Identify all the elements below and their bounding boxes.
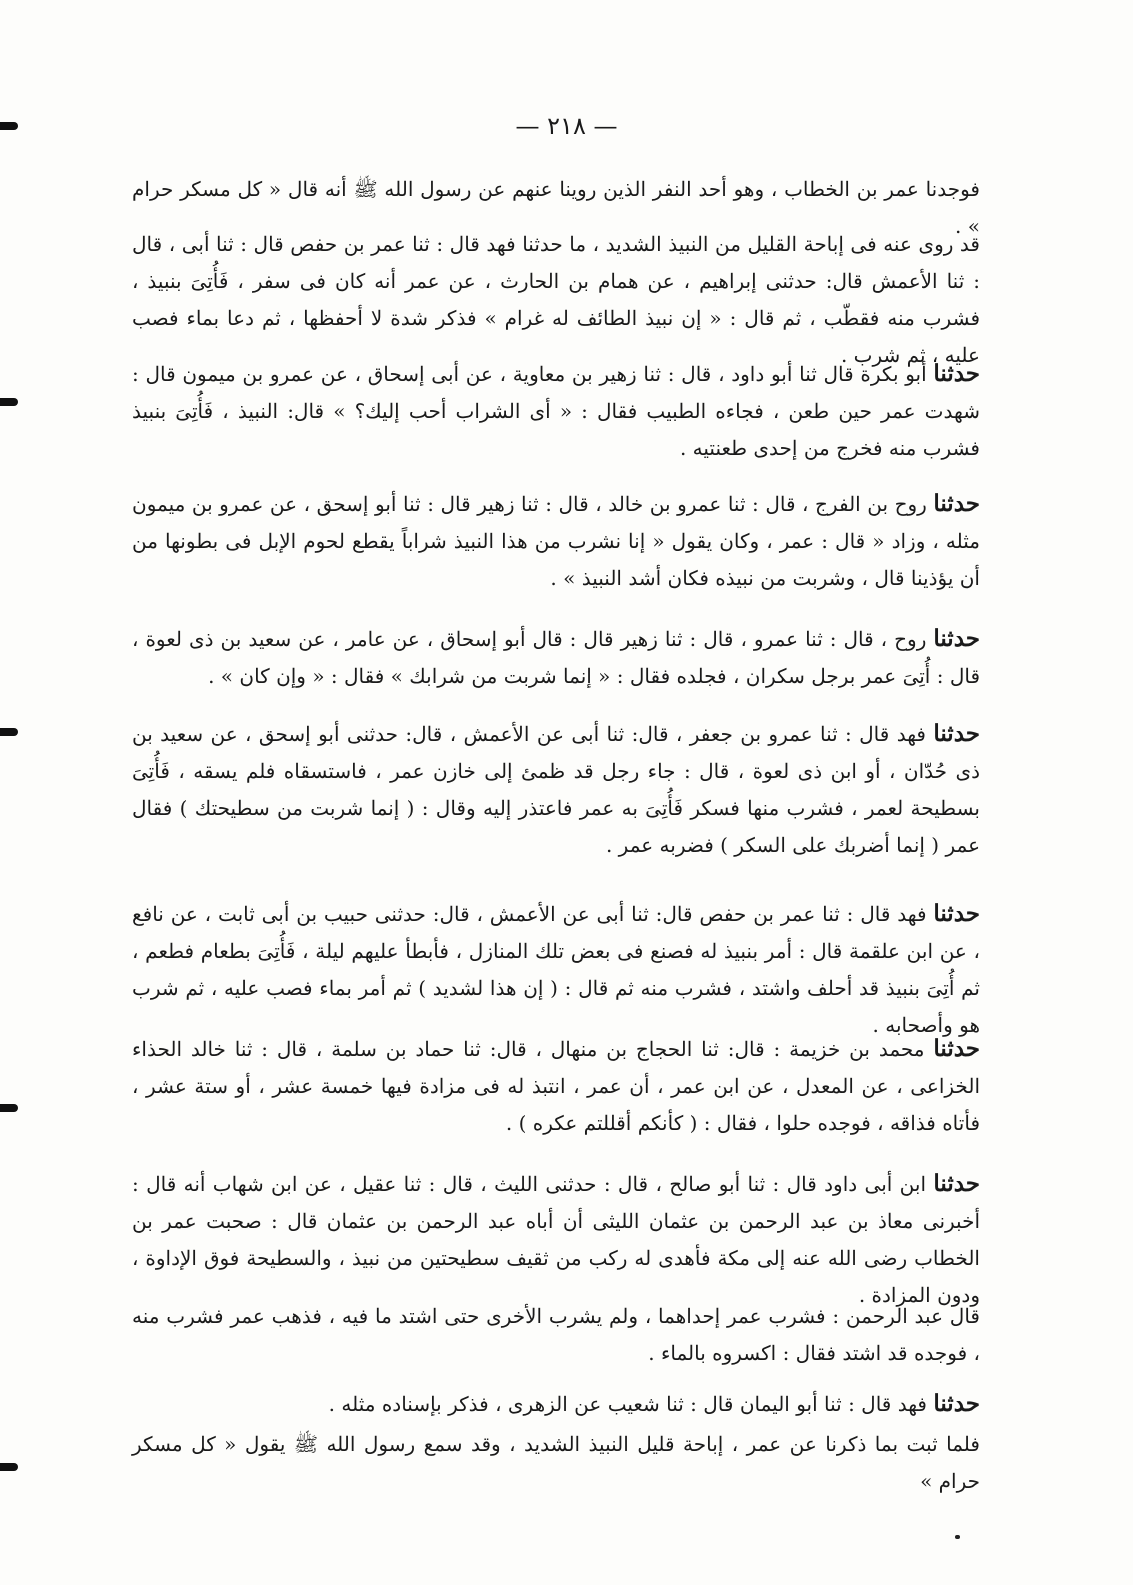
paragraph-text: فلما ثبت بما ذكرنا عن عمر ، إباحة قليل النبيذ الشديد ، وقد سمع رسول الله ﷺ يقول « كل مسكر حرام » xyxy=(132,1432,980,1493)
paragraph-lead: حدثنا xyxy=(933,1035,981,1062)
paragraph xyxy=(132,485,980,597)
paragraph-lead: حدثنا xyxy=(933,720,980,747)
paragraph-text: أبو بكرة قال ثنا أبو داود ، قال : ثنا زهير بن معاوية ، عن أبى إسحاق ، عن عمرو بن ميمون قال : شهدت عمر حين طعن ، فجاءه الطبيب فقال : « أى الشراب أحب إليك؟ » قال: النبيذ ، فَأُتِىَ بنبيذ فشرب منه فخرج من إحدى طعنتيه . xyxy=(132,362,980,460)
paragraph xyxy=(132,355,980,467)
paragraph xyxy=(132,620,980,695)
paragraph-text: فوجدنا عمر بن الخطاب ، وهو أحد النفر الذين روينا عنهم عن رسول الله ﷺ أنه قال « كل مسكر حرام » . xyxy=(132,177,980,238)
paragraph-lead: حدثنا xyxy=(933,1390,980,1417)
binding-mark xyxy=(0,398,18,406)
paragraph xyxy=(132,895,980,1044)
paragraph-text: قد روى عنه فى إباحة القليل من النبيذ الشديد ، ما حدثنا فهد قال : ثنا عمر بن حفص قال : ثنا أبى ، قال : ثنا الأعمش قال: حدثنى إبراهيم ، عن همام بن الحارث ، عن عمر أنه كان فى سفر ، فَأُتِىَ بنبيذ ، فشرب منه فقطّب ، ثم قال : « إن نبيذ الطائف له غرام » فذكر شدة لا أحفظها ، ثم دعا بماء فصب عليه ، ثم شرب . xyxy=(132,232,980,367)
paragraph-text: روح بن الفرج ، قال : ثنا عمرو بن خالد ، قال : ثنا زهير قال : ثنا أبو إسحق ، عن عمرو بن ميمون مثله ، وزاد « قال : عمر ، وكان يقول « إنا نشرب من هذا النبيذ شراباً يقطع لحوم الإبل فى بطونها من أن يؤذينا قال ، وشربت من نبيذه فكان أشد النبيذ » . xyxy=(132,492,980,590)
paragraph-text: ابن أبى داود قال : ثنا أبو صالح ، قال : حدثنى الليث ، قال : ثنا عقيل ، عن ابن شهاب أنه قال : أخبرنى معاذ بن عبد الرحمن بن عثمان الليثى أن أباه عبد الرحمن بن عثمان قال : صحبت عمر بن الخطاب رضى الله عنه إلى مكة فأهدى له ركب من ثقيف سطيحتين من نبيذ ، والسطيحة فوق الإداوة ، ودون المزادة . xyxy=(132,1172,980,1307)
paragraph xyxy=(132,1030,980,1142)
paragraph xyxy=(132,225,980,374)
paragraph-text: قال عبد الرحمن : فشرب عمر إحداهما ، ولم يشرب الأخرى حتى اشتد ما فيه ، فذهب عمر فشرب منه ، فوجده قد اشتد فقال : اكسروه بالماء . xyxy=(132,1304,980,1365)
paragraph-text: روح ، قال : ثنا عمرو ، قال : ثنا زهير قال : قال أبو إسحاق ، عن عامر ، عن سعيد بن ذى لعوة ، قال : أُتِىَ عمر برجل سكران ، فجلده فقال : « إنما شربت من شرابك » فقال : « وإن كان » . xyxy=(132,627,980,688)
paragraph xyxy=(132,1297,980,1372)
paragraph xyxy=(132,715,980,864)
paragraph-text: فهد قال : ثنا عمر بن حفص قال: ثنا أبى عن الأعمش ، قال: حدثنى حبيب بن أبى ثابت ، عن نافع ، عن ابن علقمة قال : أمر بنبيذ له فصنع فى بعض تلك المنازل ، فأبطأ عليهم ليلة ، فَأُتِىَ بطعام فطعم ، ثم أُتِىَ بنبيذ قد أحلف واشتد ، فشرب منه ثم قال : ( إن هذا لشديد ) ثم أمر بماء فصب عليه ، ثم شرب هو وأصحابه . xyxy=(132,902,980,1037)
paragraph-text: فهد قال : ثنا عمرو بن جعفر ، قال: ثنا أبى عن الأعمش ، قال: حدثنى أبو إسحق ، عن سعيد بن ذى حُدّان ، أو ابن ذى لعوة ، قال : جاء رجل قد ظمئ إلى خازن عمر ، فاستسقاه فلم يسقه ، فَأُتِىَ بسطيحة لعمر ، فشرب منها فسكر فَأُتِىَ به عمر فاعتذر إليه وقال : ( إنما شربت من سطيحتك ) فقال عمر ( إنما أضربك على السكر ) فضربه عمر . xyxy=(132,722,980,857)
paragraph xyxy=(132,1165,980,1314)
page-number: — ٢١٨ — xyxy=(515,112,618,140)
paragraph-lead: حدثنا xyxy=(933,1170,981,1197)
paragraph-lead: حدثنا xyxy=(933,360,981,387)
paragraph xyxy=(132,1425,980,1500)
binding-mark xyxy=(0,1463,18,1471)
paragraph-text: فهد قال : ثنا أبو اليمان قال : ثنا شعيب عن الزهرى ، فذكر بإسناده مثله . xyxy=(328,1392,927,1416)
paragraph-lead: حدثنا xyxy=(933,625,980,652)
binding-mark xyxy=(0,728,18,736)
paragraph-lead: حدثنا xyxy=(933,900,980,927)
paragraph-lead: حدثنا xyxy=(933,490,980,517)
paragraph xyxy=(132,1385,980,1423)
binding-mark xyxy=(0,1104,18,1112)
ink-speck xyxy=(955,1535,960,1539)
paragraph-text: محمد بن خزيمة : قال: ثنا الحجاج بن منهال ، قال: ثنا حماد بن سلمة ، قال : ثنا خالد الحذاء الخزاعى ، عن المعدل ، عن ابن عمر ، أن عمر ، انتبذ له فى مزادة فيها خمسة عشر ، أو ستة عشر ، فأتاه فذاقه ، فوجده حلوا ، فقال : ( كأنكم أقللتم عكره ) . xyxy=(132,1037,980,1135)
